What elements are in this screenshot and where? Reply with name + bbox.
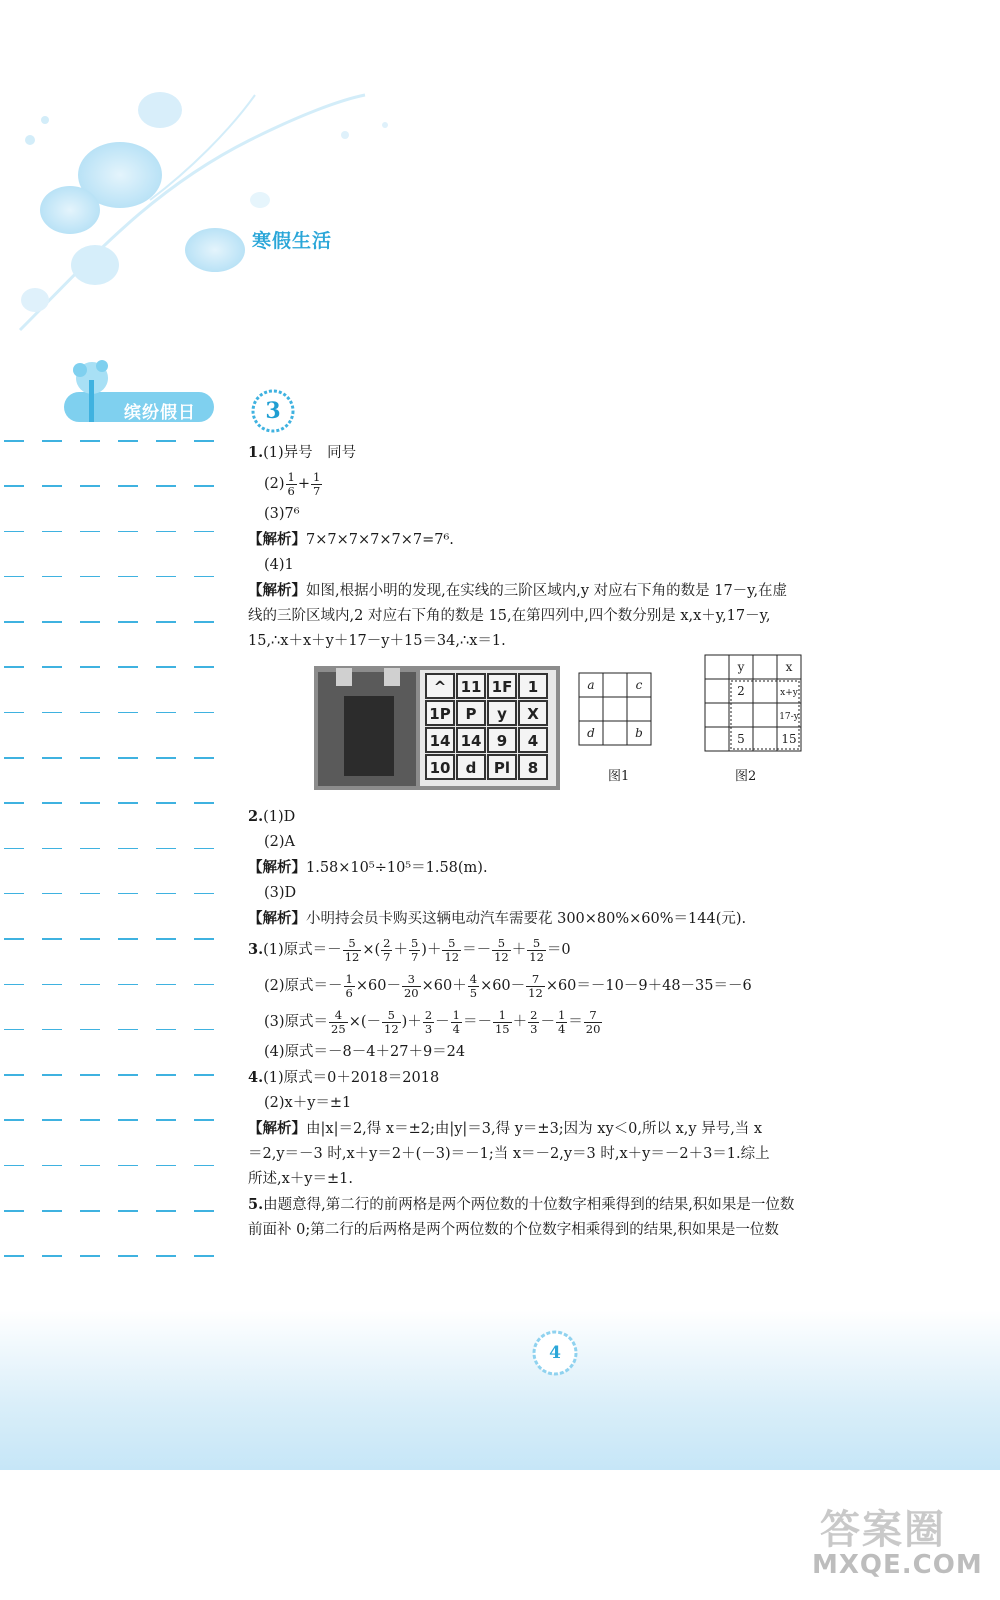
question-number: 4. bbox=[248, 1069, 264, 1086]
photo-cell-text: P bbox=[465, 705, 477, 723]
note-lines bbox=[0, 440, 225, 1301]
q3-part1: 3.(1)原式＝－ $\frac{5}{12}$ ×( $\frac{2}{7}$ ＋ $\frac{5}{7}$ )＋ $\frac{5}{12}$ ＝－ $\frac{5}{12}$ ＋ $\frac{5}{12}$ ＝0 bbox=[248, 935, 571, 964]
figure1-cell-label: b bbox=[635, 726, 643, 740]
figures-area bbox=[248, 654, 873, 804]
photo-cell-text: 1F bbox=[491, 678, 513, 696]
figure1-grid bbox=[578, 672, 658, 752]
note-line bbox=[0, 848, 225, 893]
note-line bbox=[0, 1074, 225, 1119]
watermark-url: MXQE.COM bbox=[812, 1550, 983, 1580]
figure1-cell-label: a bbox=[587, 678, 595, 692]
photo-cell-text: 1 bbox=[527, 678, 539, 696]
figure1-cell bbox=[603, 721, 627, 745]
q3-part2: (2)原式＝－ $\frac{1}{6}$ ×60－ $\frac{3}{20}$ ×60＋ $\frac{4}{5}$ ×60－ $\frac{7}{12}$ ×60＝－10－9＋48－35＝－6 bbox=[264, 971, 752, 1000]
footer-band bbox=[0, 1310, 1000, 1490]
q2-part3-analysis: 【解析】小明持会员卡购买这辆电动汽车需要花 300×80%×60%＝144(元). bbox=[248, 910, 747, 927]
figure2-cell-label: 15 bbox=[781, 732, 797, 746]
note-line bbox=[0, 1255, 225, 1300]
photo-cell-text: 4 bbox=[527, 732, 539, 750]
photo-cell-text: 14 bbox=[460, 732, 482, 750]
figure2-cell bbox=[729, 703, 753, 727]
q1-part2: (2) $\frac{1}{6}$ + $\frac{1}{7}$ bbox=[264, 469, 321, 498]
q3-part4: (4)原式＝－8－4＋27＋9＝24 bbox=[264, 1044, 466, 1060]
figure1-cell bbox=[603, 673, 627, 697]
q4-analysis-line1: 【解析】由|x|＝2,得 x＝±2;由|y|＝3,得 y＝±3;因为 xy＜0,所以 x,y 异号,当 x bbox=[248, 1120, 763, 1137]
q1-part4: (4)1 bbox=[264, 557, 294, 573]
note-line bbox=[0, 621, 225, 666]
section-number: 3 bbox=[265, 398, 281, 424]
note-line bbox=[0, 1210, 225, 1255]
photo-cell-text: 10 bbox=[429, 759, 451, 777]
figure2-cell bbox=[705, 703, 729, 727]
figure2-cell-label: 17-y bbox=[779, 712, 799, 722]
figure1-cell-label: c bbox=[635, 678, 643, 692]
q4-analysis-line2: ＝2,y＝－3 时,x＋y＝2＋(－3)＝－1;当 x＝－2,y＝3 时,x＋y＝－2＋3＝1.综上 bbox=[248, 1146, 770, 1162]
note-line bbox=[0, 1119, 225, 1164]
note-line bbox=[0, 576, 225, 621]
figure1-cell bbox=[627, 697, 651, 721]
photo-cell-text: ^ bbox=[433, 678, 447, 696]
question-number: 2. bbox=[248, 808, 264, 825]
note-line bbox=[0, 440, 225, 485]
q4-part1: 4.(1)原式＝0＋2018＝2018 bbox=[248, 1069, 440, 1086]
page-number-badge bbox=[530, 1328, 580, 1378]
watermark-logo-text: 答案圈 bbox=[820, 1507, 946, 1553]
question-number: 3. bbox=[248, 941, 264, 958]
note-line bbox=[0, 1029, 225, 1074]
figure2-cell-label: y bbox=[737, 660, 745, 674]
q1-part4-analysis-line3: 15,∴x＋x＋y＋17－y＋15＝34,∴x＝1. bbox=[248, 633, 506, 649]
note-line bbox=[0, 666, 225, 711]
note-line bbox=[0, 712, 225, 757]
note-line bbox=[0, 485, 225, 530]
fraction: $\frac{1}{6}$ bbox=[287, 469, 295, 498]
photo-cell-text: 11 bbox=[460, 678, 482, 696]
figure2-cell bbox=[753, 727, 777, 751]
q1-part1: 1.(1)异号 同号 bbox=[248, 444, 357, 461]
figure2-cell bbox=[705, 679, 729, 703]
note-line bbox=[0, 802, 225, 847]
photo-cell-text: X bbox=[527, 705, 539, 723]
photo-cell-text: Pl bbox=[493, 759, 511, 777]
magic-square-photo bbox=[314, 666, 560, 790]
note-line bbox=[0, 893, 225, 938]
figure2-grid bbox=[704, 654, 804, 754]
question-number: 5. bbox=[248, 1196, 264, 1213]
photo-cell-text: d bbox=[465, 759, 477, 777]
q1-part3: (3)7⁶ bbox=[264, 506, 300, 522]
figure2-cell-label: x bbox=[785, 660, 793, 674]
figure1-cell-label: d bbox=[587, 726, 595, 740]
figure2-cell bbox=[753, 655, 777, 679]
note-line bbox=[0, 757, 225, 802]
q2-part1: 2.(1)D bbox=[248, 808, 296, 825]
q1-part4-analysis-line1: 【解析】如图,根据小明的发现,在实线的三阶区域内,y 对应右下角的数是 17－y,在虚 bbox=[248, 582, 788, 599]
q4-analysis-line3: 所述,x＋y＝±1. bbox=[248, 1171, 353, 1187]
q4-part2: (2)x＋y＝±1 bbox=[264, 1095, 352, 1111]
figure1-cell bbox=[603, 697, 627, 721]
fraction: $\frac{1}{7}$ bbox=[313, 469, 321, 498]
note-line bbox=[0, 1165, 225, 1210]
answer-content bbox=[248, 440, 873, 1243]
section-number-badge bbox=[248, 386, 298, 436]
q5-line2: 前面补 0;第二行的后两格是两个两位数的个位数字相乘得到的结果,积如果是一位数 bbox=[248, 1222, 779, 1238]
photo-cell-text: 1P bbox=[429, 705, 451, 723]
q2-part3: (3)D bbox=[264, 885, 297, 901]
note-line bbox=[0, 531, 225, 576]
photo-cell-text: 9 bbox=[496, 732, 508, 750]
page-number: 4 bbox=[549, 1343, 561, 1363]
floral-decoration bbox=[0, 0, 420, 380]
q2-part2: (2)A bbox=[264, 834, 296, 850]
question-number: 1. bbox=[248, 444, 264, 461]
figure2-cell bbox=[753, 703, 777, 727]
figure2-cell-label: 2 bbox=[737, 684, 745, 698]
q2-part2-analysis: 【解析】1.58×10⁵÷10⁵＝1.58(m). bbox=[248, 859, 488, 876]
section-badge-label: 缤纷假日 bbox=[124, 403, 196, 423]
q1-part4-analysis-line2: 线的三阶区域内,2 对应右下角的数是 15,在第四列中,四个数分别是 x,x＋y,17－y, bbox=[248, 608, 771, 624]
figure2-cell bbox=[753, 679, 777, 703]
figure1-caption: 图1 bbox=[608, 769, 630, 784]
page-header-title: 寒假生活 bbox=[252, 230, 333, 252]
figure1-cell bbox=[579, 697, 603, 721]
figure2-cell bbox=[705, 727, 729, 751]
q3-part3: (3)原式＝ $\frac{4}{25}$ ×(－ $\frac{5}{12}$ )＋ $\frac{2}{3}$ － $\frac{1}{4}$ ＝－ $\frac{1}{15}$ ＋ $\frac{2}{3}$ － $\frac{1}{4}$ ＝ $\frac{7}{20}$ bbox=[264, 1007, 601, 1036]
figure2-cell-label: x+y bbox=[780, 688, 798, 698]
note-line bbox=[0, 938, 225, 983]
figure2-caption: 图2 bbox=[735, 769, 757, 784]
figure2-cell bbox=[705, 655, 729, 679]
q1-part3-analysis: 【解析】7×7×7×7×7×7=7⁶. bbox=[248, 531, 454, 548]
photo-cell-text: 8 bbox=[527, 759, 539, 777]
q5-line1: 5.由题意得,第二行的前两格是两个两位数的十位数字相乘得到的结果,积如果是一位数 bbox=[248, 1196, 795, 1213]
photo-cell-text: y bbox=[497, 705, 507, 723]
figure2-cell-label: 5 bbox=[737, 732, 745, 746]
photo-cell-text: 14 bbox=[429, 732, 451, 750]
note-line bbox=[0, 984, 225, 1029]
